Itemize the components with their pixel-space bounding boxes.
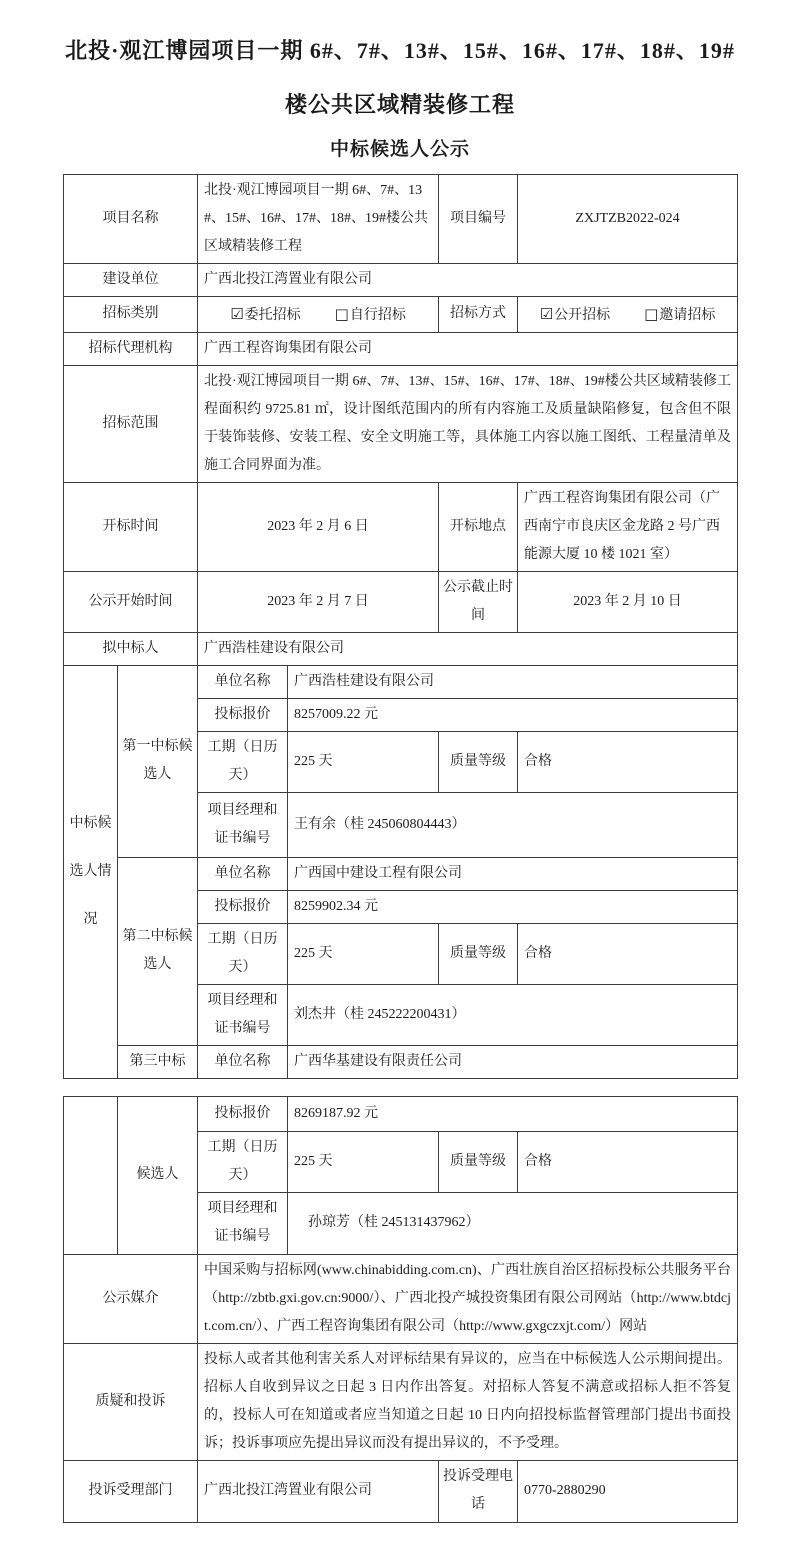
- delegated-bidding-label: 委托招标: [244, 307, 301, 323]
- table-row: [64, 1460, 738, 1522]
- delegated-bidding-option: [230, 299, 300, 330]
- company-name-label: 单位名称: [198, 1045, 288, 1078]
- publicity-end-label: 公示截止时间: [439, 571, 518, 632]
- title-line-1: 北投·观江博园项目一期 6#、7#、13#、15#、16#、17#、18#、19#: [65, 38, 735, 63]
- third-candidate-label-part1: 第三中标: [118, 1045, 198, 1078]
- project-no-value: ZXJTZB2022-024: [518, 174, 738, 263]
- manager-cert-label: 项目经理和证书编号: [198, 1192, 288, 1254]
- document-title: [63, 24, 737, 132]
- third-candidate-label-part2: 候选人: [118, 1096, 198, 1254]
- page-break-gap: [63, 1079, 737, 1096]
- complaint-dept-value: 广西北投江湾置业有限公司: [198, 1460, 439, 1522]
- candidate3-quality-value: 合格: [518, 1131, 738, 1192]
- proposed-winner-label: 拟中标人: [64, 632, 198, 665]
- checked-checkbox-icon: ☑: [230, 304, 244, 323]
- bid-price-label: 投标报价: [198, 890, 288, 923]
- table-row: [64, 1045, 738, 1078]
- bid-price-label: 投标报价: [198, 1096, 288, 1131]
- table-row: [64, 665, 738, 698]
- publicity-end-value: 2023 年 2 月 10 日: [518, 571, 738, 632]
- candidate3-duration-value: 225 天: [288, 1131, 439, 1192]
- candidate2-duration-value: 225 天: [288, 923, 439, 984]
- owner-label: 建设单位: [64, 263, 198, 296]
- table-row: [64, 365, 738, 482]
- complaint-phone-value: 0770-2880290: [518, 1460, 738, 1522]
- table-row: [64, 571, 738, 632]
- table-row: [64, 1254, 738, 1343]
- publicity-start-value: 2023 年 2 月 7 日: [198, 571, 439, 632]
- manager-cert-label: 项目经理和证书编号: [198, 984, 288, 1045]
- table-row: [64, 332, 738, 365]
- candidate1-manager-value: 王有余（桂 245060804443）: [288, 792, 738, 857]
- candidate2-price-value: 8259902.34 元: [288, 890, 738, 923]
- second-candidate-label: 第二中标候选人: [118, 857, 198, 1045]
- scope-label: 招标范围: [64, 365, 198, 482]
- quality-grade-label: 质量等级: [439, 923, 518, 984]
- bid-category-value: [198, 296, 439, 332]
- duration-label: 工期（日历天）: [198, 923, 288, 984]
- candidate3-price-value: 8269187.92 元: [288, 1096, 738, 1131]
- objection-label: 质疑和投诉: [64, 1343, 198, 1460]
- table-row: [64, 263, 738, 296]
- table-row: [64, 632, 738, 665]
- project-no-label: 项目编号: [439, 174, 518, 263]
- agency-label: 招标代理机构: [64, 332, 198, 365]
- open-bidding-label: 公开招标: [554, 307, 611, 323]
- media-label: 公示媒介: [64, 1254, 198, 1343]
- bid-category-label: 招标类别: [64, 296, 198, 332]
- publicity-start-label: 公示开始时间: [64, 571, 198, 632]
- candidate2-company-value: 广西国中建设工程有限公司: [288, 857, 738, 890]
- duration-label: 工期（日历天）: [198, 1131, 288, 1192]
- candidate2-manager-value: 刘杰井（桂 245222200431）: [288, 984, 738, 1045]
- project-name-value: 北投·观江博园项目一期 6#、7#、13#、15#、16#、17#、18#、19#楼公共区域精装修工程: [198, 174, 439, 263]
- table-row: [64, 857, 738, 890]
- table-row: [64, 1096, 738, 1131]
- candidate3-company-value: 广西华基建设有限责任公司: [288, 1045, 738, 1078]
- title-line-3: 中标候选人公示: [329, 138, 470, 160]
- candidate1-company-value: 广西浩桂建设有限公司: [288, 665, 738, 698]
- title-line-2: 楼公共区域精装修工程: [284, 91, 515, 117]
- agency-value: 广西工程咨询集团有限公司: [198, 332, 738, 365]
- table-row: [64, 174, 738, 263]
- open-time-value: 2023 年 2 月 6 日: [198, 482, 439, 571]
- project-name-label: 项目名称: [64, 174, 198, 263]
- duration-label: 工期（日历天）: [198, 731, 288, 792]
- open-time-label: 开标时间: [64, 482, 198, 571]
- objection-value: 投标人或者其他利害关系人对评标结果有异议的，应当在中标候选人公示期间提出。招标人自收到异议之日起 3 日内作出答复。对招标人答复不满意或招标人拒不答复的，投标人可在知道或者应当知道之日起 10 日内向招投标监督管理部门提出书面投诉；投诉事项应先提出异议而没有提出异议的，不予受理。: [198, 1343, 738, 1460]
- scope-value: 北投·观江博园项目一期 6#、7#、13#、15#、16#、17#、18#、19#楼公共区域精装修工程面积约 9725.81 ㎡，设计图纸范围内的所有内容施工及质量缺陷修复，包含但不限于装饰装修、安装工程、安全文明施工等，具体施工内容以施工图纸、工程量清单及施工合同界面为准。: [198, 365, 738, 482]
- owner-value: 广西北投江湾置业有限公司: [198, 263, 738, 296]
- open-place-value: 广西工程咨询集团有限公司（广西南宁市良庆区金龙路 2 号广西能源大厦 10 楼 1021 室）: [518, 482, 738, 571]
- first-candidate-label: 第一中标候选人: [118, 665, 198, 857]
- open-bidding-option: [540, 299, 610, 330]
- candidate1-price-value: 8257009.22 元: [288, 698, 738, 731]
- bid-method-value: [518, 296, 738, 332]
- self-bidding-option: [335, 299, 406, 330]
- announcement-table-page2: [63, 1096, 738, 1523]
- candidate3-manager-value: 孙琼芳（桂 245131437962）: [288, 1192, 738, 1254]
- unchecked-checkbox-icon: □: [644, 304, 659, 323]
- company-name-label: 单位名称: [198, 857, 288, 890]
- complaint-phone-label: 投诉受理电话: [439, 1460, 518, 1522]
- media-value: 中国采购与招标网(www.chinabidding.com.cn)、广西壮族自治区招标投标公共服务平台（http://zbtb.gxi.gov.cn:9000/）、广西北投产城投资集团有限公司网站（http://www.btdcjt.com.cn/）、广西工程咨询集团有限公司（http://www.gxgczxjt.com/）网站: [198, 1254, 738, 1343]
- table-row: [64, 296, 738, 332]
- candidates-section-label: 中标候选人情况: [64, 665, 118, 1078]
- candidate1-duration-value: 225 天: [288, 731, 439, 792]
- table-row: [64, 482, 738, 571]
- table-row: [64, 1343, 738, 1460]
- unchecked-checkbox-icon: □: [334, 304, 349, 323]
- self-bidding-label: 自行招标: [349, 307, 406, 323]
- proposed-winner-value: 广西浩桂建设有限公司: [198, 632, 738, 665]
- quality-grade-label: 质量等级: [439, 731, 518, 792]
- candidates-section-continuation-cell: [64, 1096, 118, 1254]
- checked-checkbox-icon: ☑: [539, 304, 554, 323]
- company-name-label: 单位名称: [198, 665, 288, 698]
- open-place-label: 开标地点: [439, 482, 518, 571]
- bid-method-label: 招标方式: [439, 296, 518, 332]
- invited-bidding-label: 邀请招标: [659, 307, 716, 323]
- candidate1-quality-value: 合格: [518, 731, 738, 792]
- announcement-table-page1: [63, 174, 738, 1079]
- candidate2-quality-value: 合格: [518, 923, 738, 984]
- bid-price-label: 投标报价: [198, 698, 288, 731]
- manager-cert-label: 项目经理和证书编号: [198, 792, 288, 857]
- invited-bidding-option: [644, 299, 715, 330]
- quality-grade-label: 质量等级: [439, 1131, 518, 1192]
- complaint-dept-label: 投诉受理部门: [64, 1460, 198, 1522]
